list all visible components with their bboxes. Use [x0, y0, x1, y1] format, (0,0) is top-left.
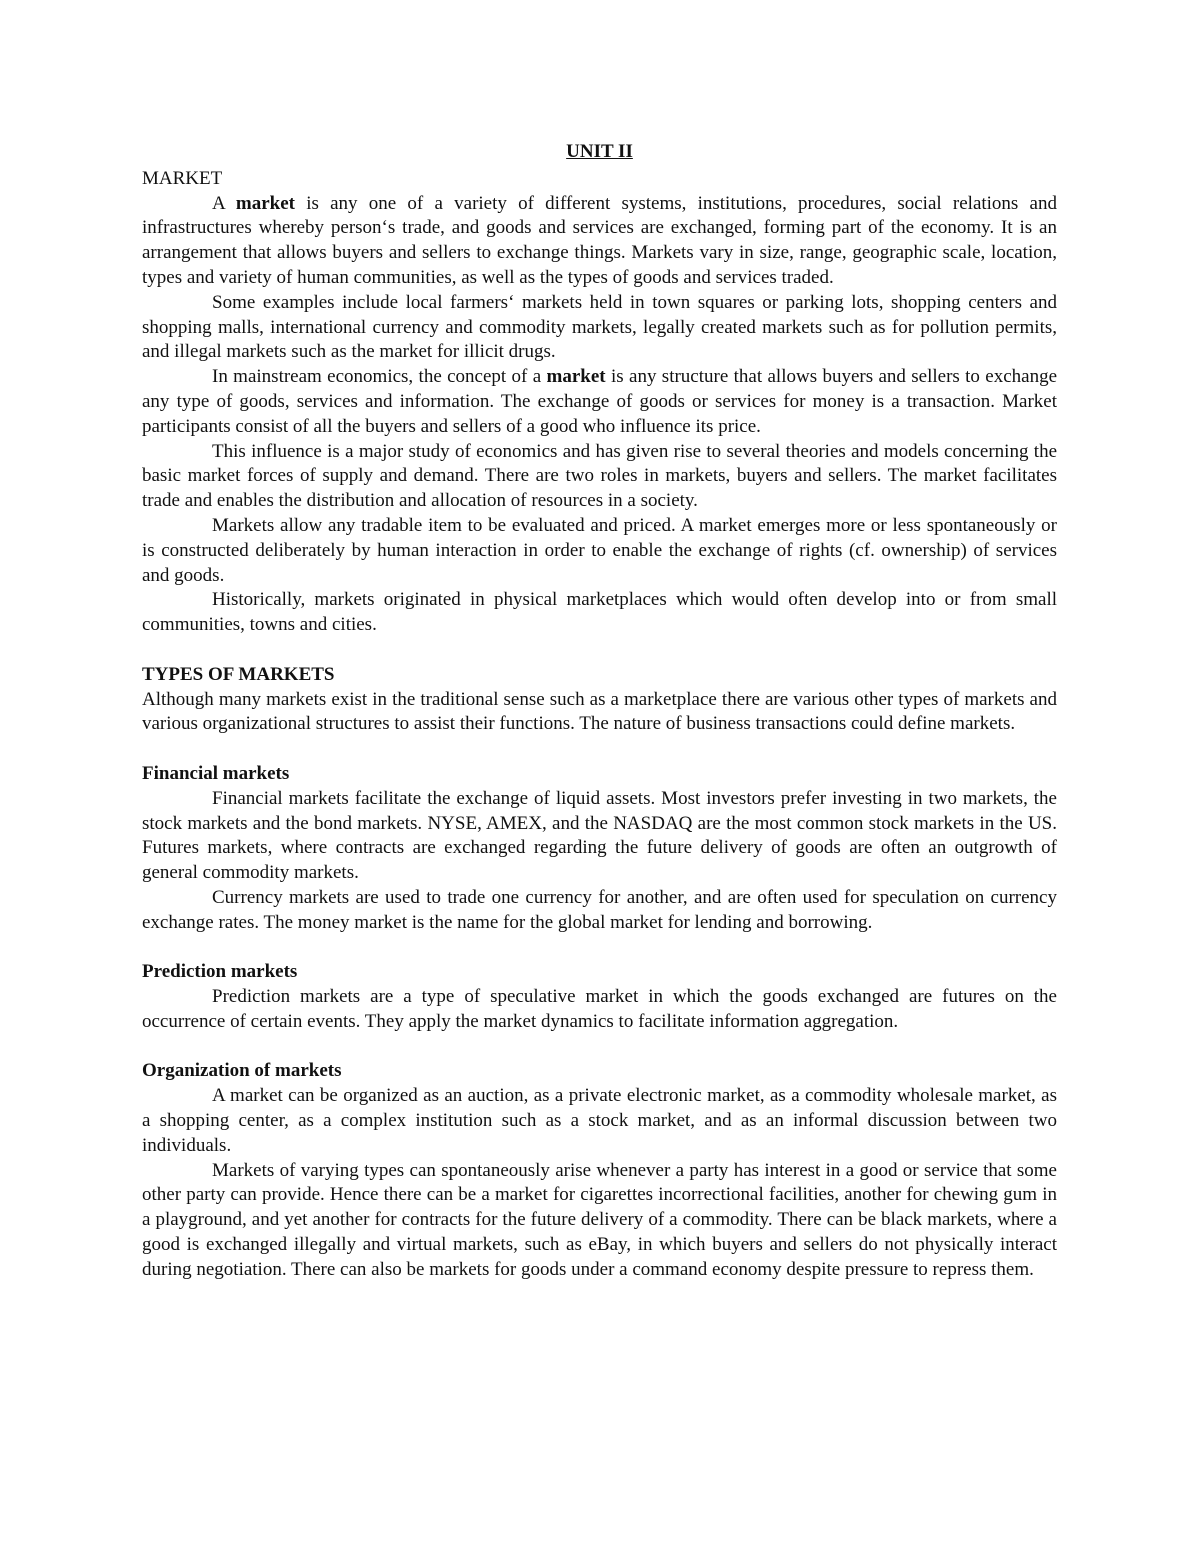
market-p1-bold-term: market [235, 192, 295, 214]
market-paragraph-1 [142, 192, 1057, 291]
financial-paragraph-2: Currency markets are used to trade one currency for another, and are often used for speculation on currency exchange rates. The money market is the name for the global market for lending and borrowing. [142, 886, 1057, 933]
spacer [142, 1035, 1057, 1060]
market-paragraph-5: Markets allow any tradable item to be evaluated and priced. A market emerges more or less spontaneously or is constructed deliberately by human interaction in order to enable the exchange of rights (cf. ownership) of services and goods. [142, 514, 1057, 586]
market-p3-rest: is any structure that allows buyers and sellers to exchange any type of goods, services and information. The exchange of goods or services for money is a transaction. Market participants consist of all the buyers and sellers of a good who influence its price. [142, 366, 1058, 437]
market-p3-lead: In mainstream economics, the concept of a [212, 366, 547, 388]
market-paragraph-4: This influence is a major study of economics and has given rise to several theories and models concerning the basic market forces of supply and demand. There are two roles in markets, buyers and sellers. The market facilitates trade and enables the distribution and allocation of resources in a society. [142, 440, 1057, 512]
organization-heading: Organization of markets [142, 1060, 342, 1082]
market-paragraph-6: Historically, markets originated in physical marketplaces which would often develop into or from small communities, towns and cities. [142, 589, 1057, 636]
market-heading: MARKET [142, 167, 223, 189]
spacer [142, 638, 1057, 663]
spacer [142, 936, 1057, 961]
unit-title: UNIT II [566, 141, 633, 162]
financial-paragraph-1: Financial markets facilitate the exchange of liquid assets. Most investors prefer investing in two markets, the stock markets and the bond markets. NYSE, AMEX, and the NASDAQ are the most common stock markets in the US. Futures markets, where contracts are exchanged regarding the future delivery of goods are often an outgrowth of general commodity markets. [142, 787, 1057, 884]
market-p3-bold-term: market [546, 366, 606, 388]
organization-paragraph-2: Markets of varying types can spontaneously arise whenever a party has interest in a good or service that some other party can provide. Hence there can be a market for cigarettes incorrectional facilities, another for chewing gum in a playground, and yet another for contracts for the future delivery of a commodity. There can be black markets, where a good is exchanged illegally and virtual markets, such as eBay, in which buyers and sellers do not physically interact during negotiation. There can also be markets for goods under a command economy despite pressure to repress them. [142, 1159, 1057, 1280]
prediction-heading: Prediction markets [142, 961, 298, 983]
organization-paragraph-1: A market can be organized as an auction, as a private electronic market, as a commodity wholesale market, as a shopping center, as a complex institution such as a stock market, and as an informal discussion between two individuals. [142, 1085, 1057, 1156]
types-heading: TYPES OF MARKETS [142, 663, 335, 685]
document-page [142, 140, 1057, 1283]
spacer [142, 737, 1057, 762]
market-paragraph-3 [142, 365, 1057, 439]
prediction-paragraph-1: Prediction markets are a type of speculative market in which the goods exchanged are futures on the occurrence of certain events. They apply the market dynamics to facilitate information aggregation. [142, 986, 1057, 1032]
types-paragraph-1: Although many markets exist in the traditional sense such as a marketplace there are various other types of markets and various organizational structures to assist their functions. The nature of business transactions could define markets. [142, 688, 1057, 735]
market-paragraph-2: Some examples include local farmers‘ markets held in town squares or parking lots, shopping centers and shopping malls, international currency and commodity markets, legally created markets such as for pollution permits, and illegal markets such as the market for illicit drugs. [142, 291, 1057, 363]
market-p1-lead: A [212, 192, 236, 214]
market-p1-rest: is any one of a variety of different systems, institutions, procedures, social relations and infrastructures whereby person‘s trade, and goods and services are exchanged, forming part of the economy. It is an arrangement that allows buyers and sellers to exchange things. Markets vary in size, range, geographic scale, location, types and variety of human communities, as well as the types of goods and services traded. [142, 192, 1057, 288]
financial-heading: Financial markets [142, 762, 290, 784]
